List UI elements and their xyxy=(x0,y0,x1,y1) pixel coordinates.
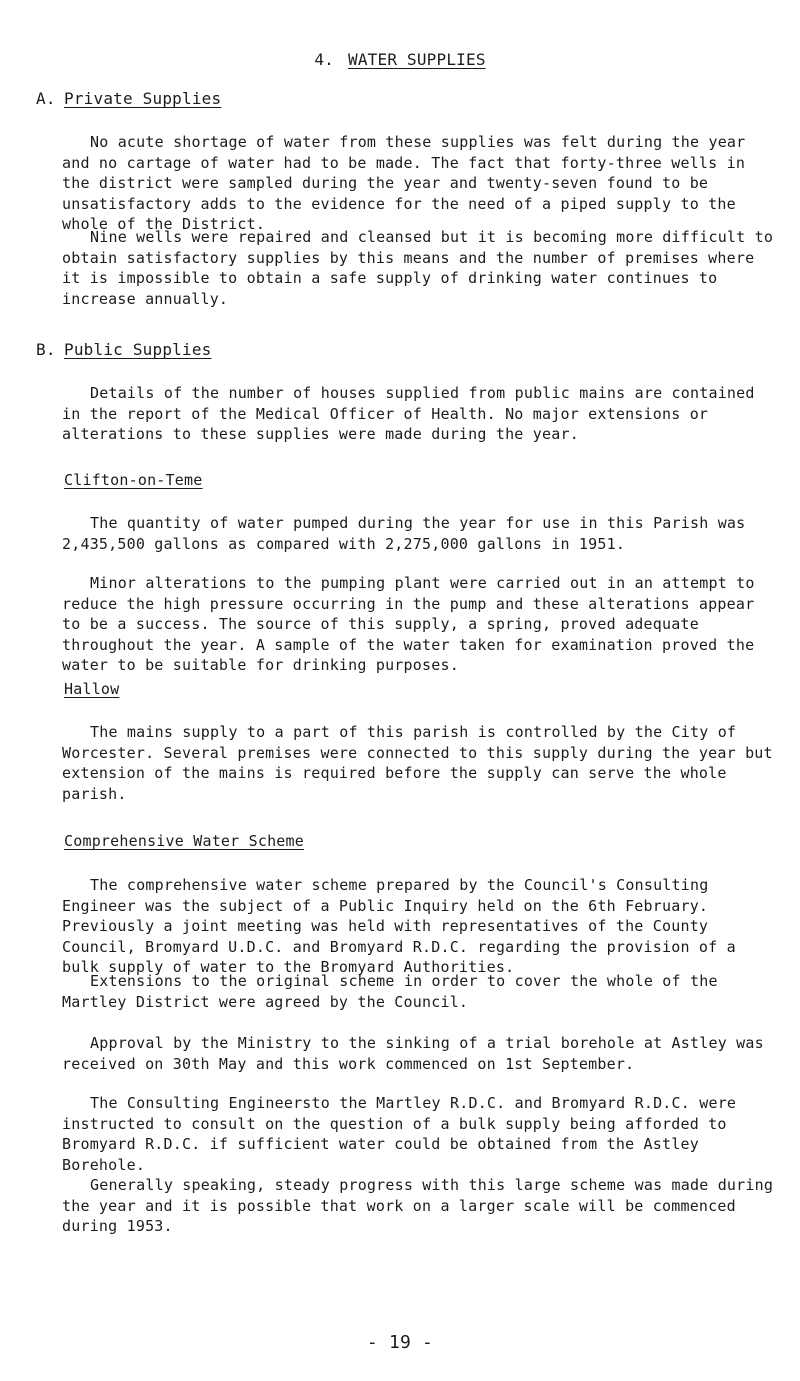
subsection-hallow-heading: Hallow xyxy=(64,680,120,698)
clifton-paragraph-2: Minor alterations to the pumping plant were carried out in an attempt to reduce the high pressure occurring in the pump and these alterations appear to be a success. The source of this supply, a spring, proved adequate throughout the year. A sample of the water taken for examination proved the water to be suitable for drinking purposes. xyxy=(62,574,755,674)
comprehensive-paragraph-2: Extensions to the original scheme in order to cover the whole of the Martley District were agreed by the Council. xyxy=(62,972,718,1011)
page-number: - 19 - xyxy=(366,1332,434,1353)
section-a-letter: A. xyxy=(36,89,56,108)
hallow-paragraph-1: The mains supply to a part of this parish is controlled by the City of Worcester. Several premises were connected to this supply during the year but extension of the mains is required before the supply can serve the whole parish. xyxy=(62,723,773,803)
comprehensive-paragraph-5: Generally speaking, steady progress with this large scheme was made during the year and it is possible that work on a larger scale will be commenced during 1953. xyxy=(62,1176,774,1235)
section-a-paragraph-1: No acute shortage of water from these supplies was felt during the year and no cartage of water had to be made. The fact that forty-three wells in the district were sampled during the year and twenty-seven found to be unsatisfactory adds to the evidence for the need of a piped supply to the whole of the District. xyxy=(62,133,746,233)
subsection-comprehensive-heading: Comprehensive Water Scheme xyxy=(64,832,304,850)
comprehensive-paragraph-3: Approval by the Ministry to the sinking of a trial borehole at Astley was received on 30th May and this work commenced on 1st September. xyxy=(62,1034,764,1073)
section-a-paragraph-2: Nine wells were repaired and cleansed but it is becoming more difficult to obtain satisfactory supplies by this means and the number of premises where it is impossible to obtain a safe supply of drinking water continues to increase annually. xyxy=(62,228,774,308)
section-b-heading: Public Supplies xyxy=(64,340,212,359)
comprehensive-paragraph-1: The comprehensive water scheme prepared by the Council's Consulting Engineer was the subject of a Public Inquiry held on the 6th February. Previously a joint meeting was held with representatives of the County Council, Bromyard U.D.C. and Bromyard R.D.C. regarding the provision of a bulk supply of water to the Bromyard Authorities. xyxy=(62,876,736,976)
section-b-paragraph-1: Details of the number of houses supplied from public mains are contained in the report of the Medical Officer of Health. No major extensions or alterations to these supplies were made during the year. xyxy=(62,384,755,443)
title-text: WATER SUPPLIES xyxy=(348,50,486,69)
title-number: 4. xyxy=(314,50,334,69)
subsection-clifton-heading: Clifton-on-Teme xyxy=(64,471,203,489)
section-a-heading: Private Supplies xyxy=(64,89,222,108)
section-b-letter: B. xyxy=(36,340,56,359)
comprehensive-paragraph-4: The Consulting Engineersto the Martley R.D.C. and Bromyard R.D.C. were instructed to consult on the question of a bulk supply being afforded to Bromyard R.D.C. if sufficient water could be obtained from the Astley Borehole. xyxy=(62,1094,737,1174)
page-title xyxy=(0,50,800,69)
clifton-paragraph-1: The quantity of water pumped during the year for use in this Parish was 2,435,500 gallons as compared with 2,275,000 gallons in 1951. xyxy=(62,514,746,553)
